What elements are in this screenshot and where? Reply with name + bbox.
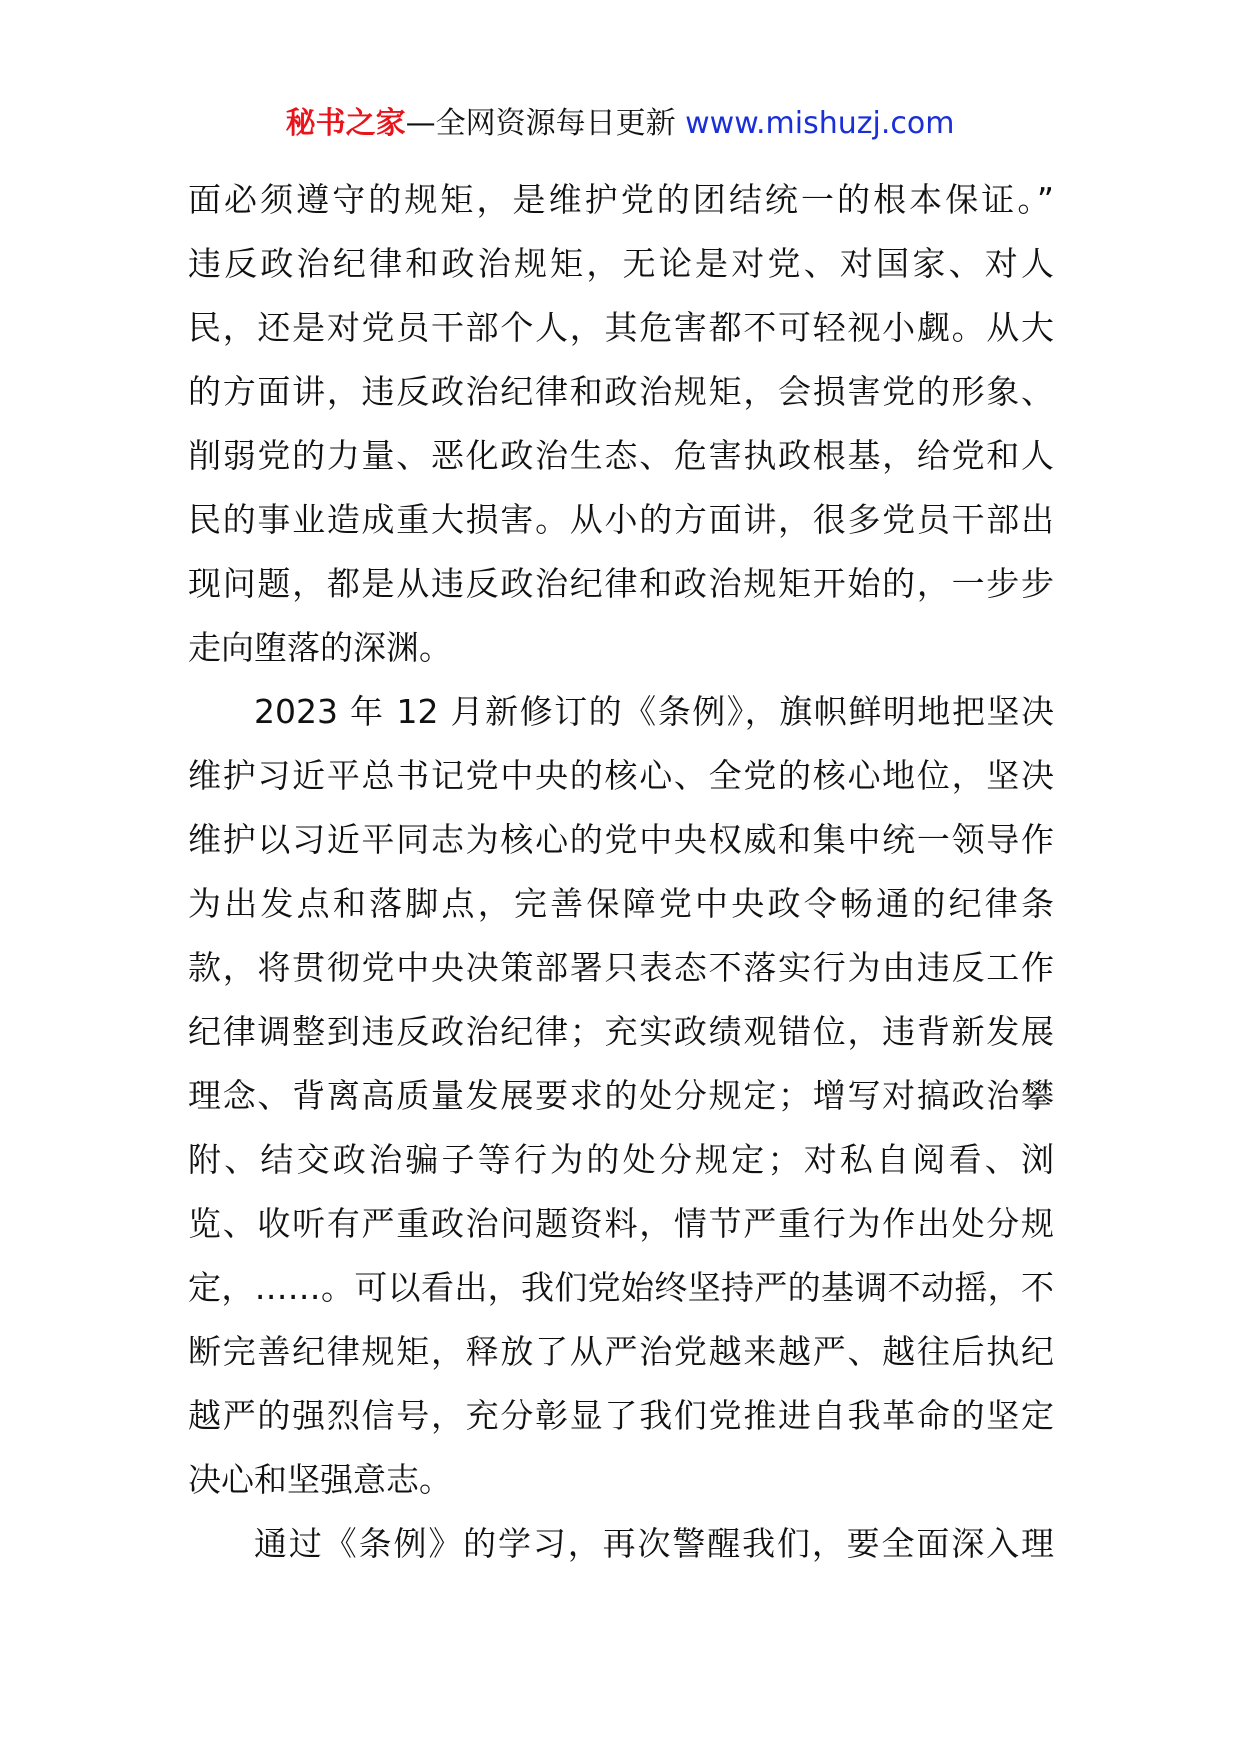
text-line: 维护以习近平同志为核心的党中央权威和集中统一领导作	[188, 820, 1054, 859]
text-line: 违反政治纪律和政治规矩，无论是对党、对国家、对人	[188, 244, 1054, 283]
text-line: 为出发点和落脚点，完善保障党中央政令畅通的纪律条	[188, 884, 1054, 923]
text-line: 走向堕落的深渊。	[188, 628, 452, 667]
text-line: 决心和坚强意志。	[188, 1460, 452, 1499]
text-line: 的方面讲，违反政治纪律和政治规矩，会损害党的形象、	[188, 372, 1054, 411]
site-brand: 秘书之家	[285, 106, 406, 141]
site-tagline: —全网资源每日更新	[405, 106, 686, 141]
text-line: 断完善纪律规矩，释放了从严治党越来越严、越往后执纪	[188, 1332, 1054, 1371]
text-line: 越严的强烈信号，充分彰显了我们党推进自我革命的坚定	[188, 1396, 1054, 1435]
text-line: 削弱党的力量、恶化政治生态、危害执政根基，给党和人	[188, 436, 1054, 475]
text-line: 款，将贯彻党中央决策部署只表态不落实行为由违反工作	[188, 948, 1054, 987]
text-line: 民，还是对党员干部个人，其危害都不可轻视小觑。从大	[188, 308, 1054, 347]
text-line: 2023 年 12 月新修订的《条例》，旗帜鲜明地把坚决	[254, 692, 1054, 731]
text-line: 理念、背离高质量发展要求的处分规定；增写对搞政治攀	[188, 1076, 1054, 1115]
text-line: 民的事业造成重大损害。从小的方面讲，很多党员干部出	[188, 500, 1054, 539]
text-line: 纪律调整到违反政治纪律；充实政绩观错位，违背新发展	[188, 1012, 1054, 1051]
site-header	[0, 104, 1240, 144]
site-url-link[interactable]: www.mishuzj.com	[685, 106, 955, 141]
text-line: 览、收听有严重政治问题资料，情节严重行为作出处分规	[188, 1204, 1054, 1243]
paragraph-2	[188, 680, 1054, 1512]
text-line: 通过《条例》的学习，再次警醒我们，要全面深入理	[254, 1524, 1054, 1563]
text-line: 定，……。可以看出，我们党始终坚持严的基调不动摇，不	[188, 1268, 1054, 1307]
text-line: 附、结交政治骗子等行为的处分规定；对私自阅看、浏	[188, 1140, 1054, 1179]
text-line: 维护习近平总书记党中央的核心、全党的核心地位，坚决	[188, 756, 1054, 795]
paragraph-3	[188, 1512, 1054, 1576]
document-body	[188, 168, 1054, 1576]
text-line: 现问题，都是从违反政治纪律和政治规矩开始的，一步步	[188, 564, 1054, 603]
paragraph-1	[188, 168, 1054, 680]
text-line: 面必须遵守的规矩，是维护党的团结统一的根本保证。”	[188, 180, 1054, 219]
